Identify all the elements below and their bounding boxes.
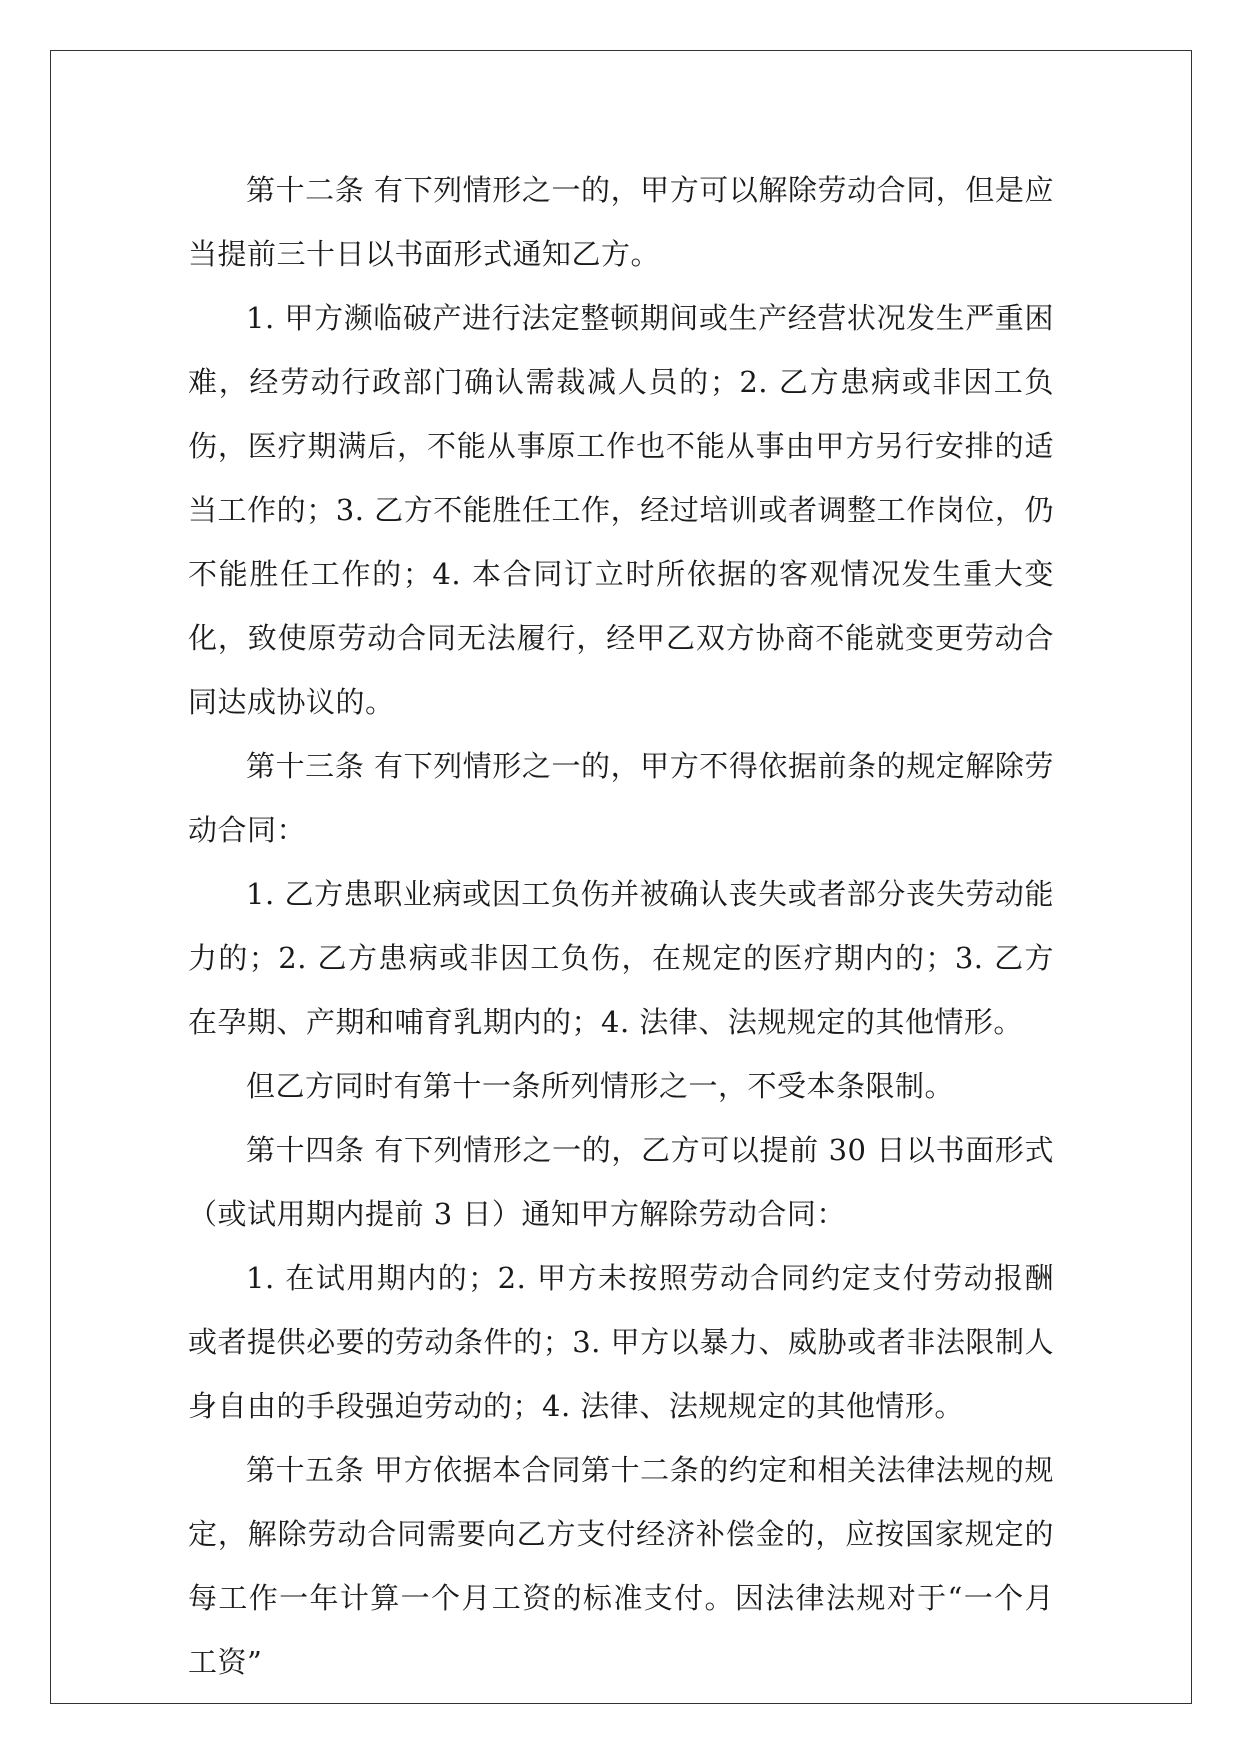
article-15: 第十五条 甲方依据本合同第十二条的约定和相关法律法规的规定，解除劳动合同需要向乙方支付经济补偿金的，应按国家规定的每工作一年计算一个月工资的标准支付。因法律法规对于“一个月工资” xyxy=(188,1453,1054,1679)
article-13: 第十三条 有下列情形之一的，甲方不得依据前条的规定解除劳动合同： xyxy=(188,749,1054,847)
article-13-exception: 但乙方同时有第十一条所列情形之一，不受本条限制。 xyxy=(246,1069,955,1103)
article-14: 第十四条 有下列情形之一的，乙方可以提前 30 日以书面形式（或试用期内提前 3 日）通知甲方解除劳动合同： xyxy=(188,1133,1054,1231)
article-13-items: 1. 乙方患职业病或因工负伤并被确认丧失或者部分丧失劳动能力的；2. 乙方患病或非因工负伤，在规定的医疗期内的；3. 乙方在孕期、产期和哺育乳期内的；4. 法律、法规规定的其他情形。 xyxy=(188,877,1054,1039)
article-14-items: 1. 在试用期内的；2. 甲方未按照劳动合同约定支付劳动报酬或者提供必要的劳动条件的；3. 甲方以暴力、威胁或者非法限制人身自由的手段强迫劳动的；4. 法律、法规规定的其他情形。 xyxy=(188,1261,1054,1423)
article-12-items: 1. 甲方濒临破产进行法定整顿期间或生产经营状况发生严重困难，经劳动行政部门确认需裁减人员的；2. 乙方患病或非因工负伤，医疗期满后，不能从事原工作也不能从事由甲方另行安排的适当工作的；3. 乙方不能胜任工作，经过培训或者调整工作岗位，仍不能胜任工作的；4. 本合同订立时所依据的客观情况发生重大变化，致使原劳动合同无法履行，经甲乙双方协商不能就变更劳动合同达成协议的。 xyxy=(188,301,1054,719)
document-body xyxy=(188,158,1054,1694)
article-12: 第十二条 有下列情形之一的，甲方可以解除劳动合同，但是应当提前三十日以书面形式通知乙方。 xyxy=(188,173,1054,271)
